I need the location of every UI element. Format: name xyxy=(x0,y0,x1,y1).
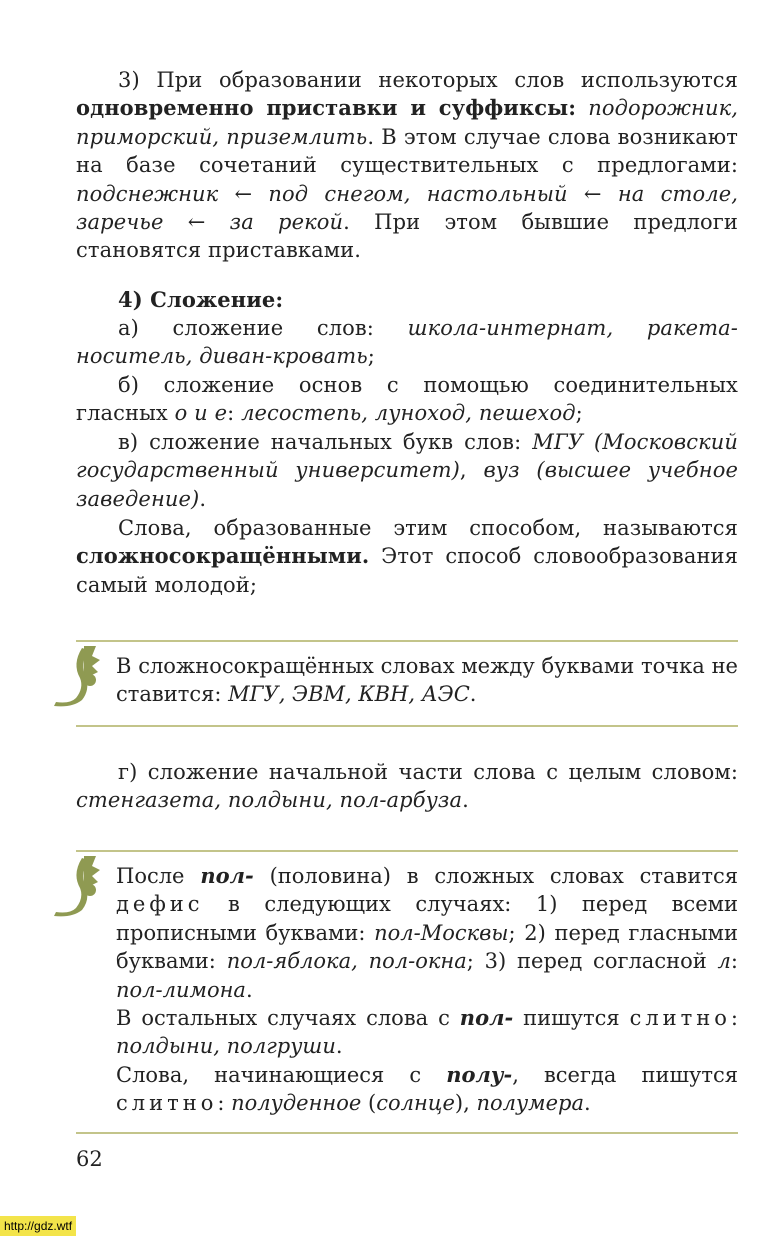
note-rule-bottom xyxy=(76,725,738,727)
spaced-term: слитно xyxy=(629,1006,731,1030)
text: (половина) в сложных словах ставится xyxy=(253,864,739,888)
text: . При этом бывшие предлоги становятся приставками. xyxy=(76,210,738,263)
text: 3) При образовании некоторых слов используются xyxy=(118,68,738,92)
example: МГУ, ЭВМ, КВН, АЭС xyxy=(228,682,470,707)
bold-term: сложносокращёнными. xyxy=(76,543,370,569)
text: ( xyxy=(361,1091,377,1116)
note-polu xyxy=(116,1061,738,1118)
bold-example: пол- xyxy=(459,1005,514,1030)
paragraph-v xyxy=(76,428,738,513)
text: . xyxy=(335,1034,343,1059)
example: пол-Москвы xyxy=(374,920,509,945)
text: . xyxy=(245,977,253,1002)
paragraph-g xyxy=(76,758,738,815)
paragraph-affix-suffix xyxy=(76,66,738,265)
text: В остальных случаях слова с xyxy=(116,1006,460,1030)
example: подснежник ← под снегом, настольный ← на столе, заречье ← за рекой xyxy=(76,181,738,235)
note-pol-solid xyxy=(116,1004,738,1061)
example: пол-яблока, пол-окна xyxy=(226,949,467,974)
pen-nib-icon xyxy=(50,642,112,714)
text: Слова, образованные этим способом, называются xyxy=(118,516,738,540)
example: (Московский государственный университет) xyxy=(76,430,738,483)
text: : xyxy=(730,1006,738,1030)
paragraph-abbreviations xyxy=(76,514,738,599)
text: г) сложение начальной части слова с целым словом: xyxy=(118,760,738,784)
example: (высшее учебное заведение) xyxy=(76,458,738,511)
text: : xyxy=(217,1091,232,1116)
example: стенгазета, полдыни, пол-арбуза xyxy=(76,788,463,813)
paragraph-b xyxy=(76,371,738,428)
page-number: 62 xyxy=(76,1147,103,1171)
source-tag[interactable]: http://gdz.wtf xyxy=(0,1216,76,1236)
example: солнце xyxy=(376,1091,455,1116)
text: . xyxy=(583,1091,591,1116)
text: ; xyxy=(575,401,583,426)
text: : xyxy=(730,949,738,974)
example: полумера xyxy=(476,1091,584,1116)
section-heading: 4) Сложение: xyxy=(118,287,284,312)
text: : xyxy=(227,401,242,426)
example: полдыни, полгруши xyxy=(116,1034,336,1059)
example: полуденное xyxy=(231,1091,362,1116)
note-rule-bottom xyxy=(76,1132,738,1134)
spaced-term: слитно xyxy=(116,1091,218,1116)
bold-example: пол- xyxy=(200,863,254,888)
example: подорожник, xyxy=(588,96,738,121)
text: Слова, начинающиеся с xyxy=(116,1063,447,1087)
note-abbreviation-dots xyxy=(116,652,738,709)
text: в следующих случаях: 1) перед всеми прописными буквами: xyxy=(116,892,738,945)
text: ; 3) перед согласной xyxy=(466,949,718,974)
text: . xyxy=(199,486,207,511)
text: После xyxy=(116,864,201,888)
pen-nib-icon xyxy=(50,852,112,924)
text: в) сложение начальных букв слов: xyxy=(118,430,533,454)
text: В сложносокращённых словах между буквами точка не ставится: xyxy=(116,654,738,707)
note-rule-top xyxy=(76,640,738,642)
example: о и е xyxy=(174,401,228,426)
bold-term: одновременно приставки и суффиксы: xyxy=(76,95,577,121)
text: ), xyxy=(454,1091,477,1116)
heading-composition xyxy=(76,286,738,314)
example: школа-интернат, ракета-носитель, диван-кровать xyxy=(76,316,738,369)
bold-example: полу- xyxy=(446,1062,513,1087)
example: л xyxy=(717,949,731,974)
text: . xyxy=(469,682,477,707)
text: б) сложение основ с помощью соединительных гласных xyxy=(76,373,738,426)
text: . xyxy=(462,788,469,813)
note-pol-hyphen xyxy=(116,862,738,1004)
text: Этот способ словообразования самый молодой; xyxy=(76,544,738,597)
example: приморский, приземлить xyxy=(76,124,368,149)
note-rule-top xyxy=(76,850,738,852)
example: лесостепь, луноход, пешеход xyxy=(241,401,576,426)
example: МГУ xyxy=(532,430,584,454)
paragraph-a xyxy=(76,314,738,371)
example: вуз xyxy=(483,458,520,483)
text: , xyxy=(459,458,484,483)
text: ; 2) перед гласными буквами: xyxy=(116,920,738,974)
text: ; xyxy=(367,344,375,369)
spaced-term: дефис xyxy=(116,892,204,917)
example: пол-лимона xyxy=(116,977,246,1002)
text: . В этом случае слова возникают на базе сочетаний существительных с предлогами: xyxy=(76,124,739,178)
text: пишутся xyxy=(513,1006,630,1030)
text: , всегда пишутся xyxy=(512,1063,738,1087)
text: а) сложение слов: xyxy=(118,316,408,340)
